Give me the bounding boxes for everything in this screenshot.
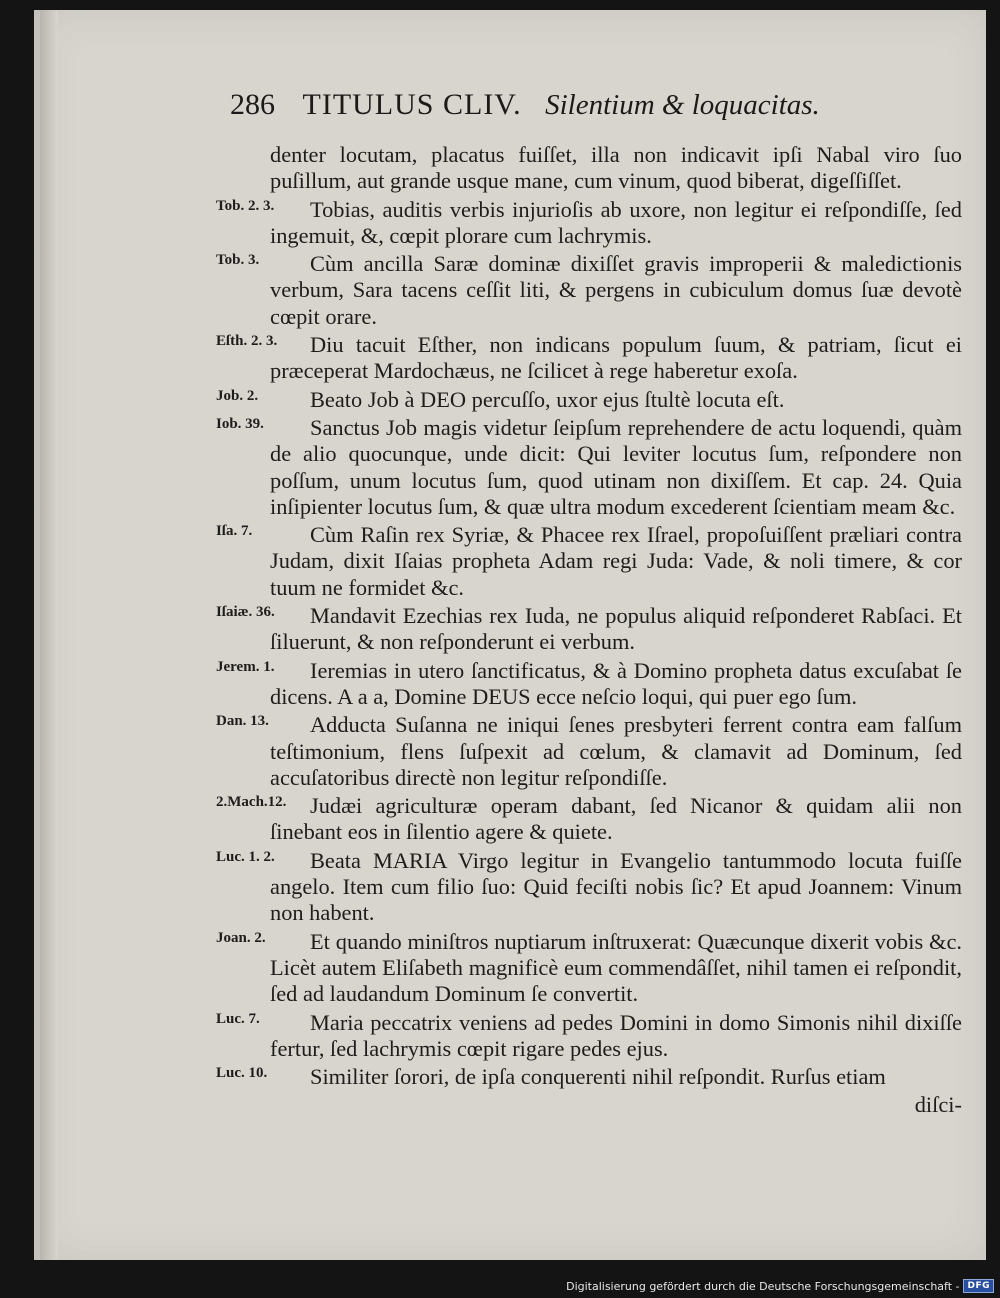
paragraph-text: Tobias, auditis verbis injurioſis ab uxore, non legitur ei reſpondiſſe, ſed ingemuit, &, cœpit plorare cum lachrymis. [270,196,962,248]
paragraph-text: Cùm Raſin rex Syriæ, & Phacee rex Iſrael, propoſuiſſent præliari contra Judam, dixit Iſaias propheta Adam regi Juda: Vade, & noli timere, & cor tuum ne formidet &c. [270,522,962,600]
marginal-reference: Jerem. 1. [216,658,275,675]
page-number: 286 [230,88,275,121]
paragraph [216,386,962,413]
paragraph [216,414,962,520]
paragraph-text: Diu tacuit Eſther, non indicans populum ſuum, & patriam, ſicut ei præceperat Mardochæus, ne ſcilicet à rege haberetur exoſa. [270,332,962,384]
credit-text: Digitalisierung gefördert durch die Deutsche Forschungsgemeinschaft - [566,1279,960,1293]
marginal-reference: Eſth. 2. 3. [216,333,278,350]
catchword: diſci- [914,1092,962,1118]
paragraph-text: Mandavit Ezechias rex Iuda, ne populus aliquid reſponderet Rabſaci. Et ſiluerunt, & non reſponderunt ei verbum. [270,603,962,655]
paragraph [216,712,962,791]
titulus-heading: TITULUS CLIV. [302,88,522,121]
marginal-reference: Luc. 7. [216,1010,260,1027]
marginal-reference: Luc. 10. [216,1065,268,1082]
book-page [34,10,986,1260]
marginal-reference: Tob. 3. [216,252,260,269]
marginal-reference: Luc. 1. 2. [216,848,275,865]
page-spine-shadow [40,10,58,1260]
paragraph [216,522,962,601]
marginal-reference: Dan. 13. [216,713,269,730]
paragraph-text: Beato Job à DEO percuſſo, uxor ejus ſtultè locuta eſt. [310,386,785,412]
paragraph [216,793,962,846]
paragraph [270,142,962,195]
paragraph-text: Adducta Suſanna ne iniqui ſenes presbyteri ferrent contra eam falſum teſtimonium, flens ſuſpexit ad cœlum, & clamavit ad Dominum, ſed accuſatoribus directè non legitur reſpondiſſe. [270,712,962,790]
marginal-reference: 2.Mach.12. [216,794,287,811]
paragraph [216,1064,962,1090]
paragraph-text: Sanctus Job magis videtur ſeipſum reprehendere de actu loquendi, quàm de alio quocunque, unde dicit: Qui leviter locutus ſum, reſpondere non poſſum, unum locutus ſum, quod utinam non dixiſſem. Et cap. 24. Quia inſipienter locutus ſum, & quæ ultra modum excederent ſcientiam meam &c. [270,414,962,519]
paragraph-text: Similiter ſorori, de ipſa conquerenti nihil reſpondit. Rurſus etiam [310,1064,886,1090]
paragraph [216,847,962,927]
marginal-reference: Iob. 39. [216,415,264,432]
digitization-credit [566,1276,994,1296]
dfg-logo-icon: DFG [963,1279,994,1293]
paragraph-text: Beata MARIA Virgo legitur in Evangelio tantummodo locuta fuiſſe angelo. Item cum filio ſuo: Quid feciſti nobis ſic? Et apud Joannem: Vinum non habent. [270,847,962,926]
page-body-text [216,142,962,1119]
marginal-reference: Joan. 2. [216,929,266,946]
paragraph-text: Maria peccatrix veniens ad pedes Domini in domo Simonis nihil dixiſſe fertur, ſed lachrymis cœpit rigare pedes ejus. [270,1009,962,1061]
paragraph-text: denter locutam, placatus fuiſſet, illa non indicavit ipſi Nabal viro ſuo puſillum, aut grande usque mane, cum vinum, quod biberat, digeſſiſſet. [270,142,962,194]
subject-heading: Silentium & loquacitas. [545,89,820,121]
paragraph [216,251,962,330]
paragraph-text: Et quando miniſtros nuptiarum inſtruxerat: Quæcunque dixerit vobis &c. Licèt autem Eliſabeth magnificè eum commendâſſet, nihil tamen ei reſpondit, ſed ad laudandum Dominum ſe convertit. [270,928,962,1007]
paragraph [216,196,962,250]
marginal-reference: Tob. 2. 3. [216,197,275,214]
marginal-reference: Iſa. 7. [216,523,253,540]
paragraph [216,657,962,711]
paragraph [216,928,962,1008]
paragraph-text: Cùm ancilla Saræ dominæ dixiſſet gravis improperii & maledictionis verbum, Sara tacens ceſſit liti, & pergens in cubiculum domus ſuæ devotè cœpit orare. [270,251,962,329]
paragraph-text: Ieremias in utero ſanctificatus, & à Domino propheta datus excuſabat ſe dicens. A a a, Domine DEUS ecce neſcio loqui, qui puer ego ſum. [270,657,962,709]
paragraph-text: Judæi agriculturæ operam dabant, ſed Nicanor & quidam alii non ſinebant eos in ſilentio agere & quiete. [270,793,962,845]
paragraph [216,332,962,385]
marginal-reference: Iſaiæ. 36. [216,604,275,621]
paragraph [216,1009,962,1063]
running-header [230,88,930,122]
paragraph [216,603,962,656]
marginal-reference: Job. 2. [216,387,259,404]
